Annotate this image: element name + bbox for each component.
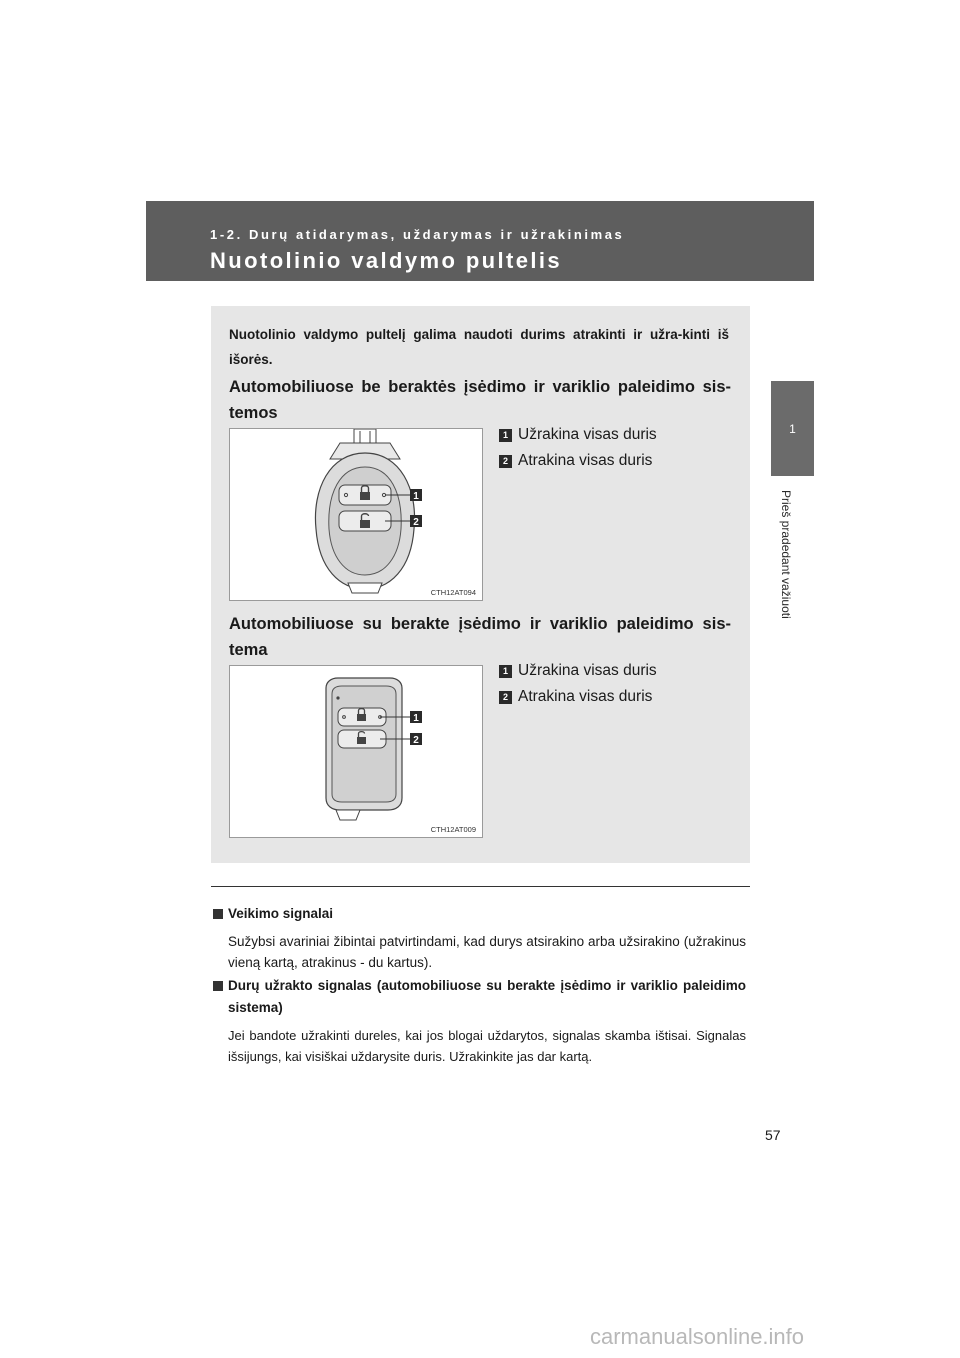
- section-title-1: Automobiliuose be beraktės įsėdimo ir variklio paleidimo sis-temos: [229, 378, 731, 422]
- square-bullet-icon: [213, 981, 223, 991]
- square-bullet-icon: [213, 909, 223, 919]
- legend-item: [499, 684, 657, 710]
- number-badge: 2: [499, 455, 512, 468]
- key-figure-1: [229, 428, 483, 601]
- svg-text:1: 1: [413, 491, 419, 502]
- legend-item: [499, 448, 657, 474]
- figure-code-2: CTH12AT009: [430, 825, 476, 834]
- note-heading: [211, 903, 746, 925]
- legend-text: Atrakina visas duris: [518, 688, 653, 705]
- svg-text:2: 2: [413, 735, 419, 746]
- page-number: 57: [765, 1127, 781, 1143]
- key-fob-illustration-2: [230, 666, 484, 839]
- info-panel: [211, 306, 750, 863]
- note-body: Sužybsi avariniai žibintai patvirtindami, kad durys atsirakino arba užsirakino (užrakinus vieną kartą, atrakinus - du kartus).: [228, 934, 746, 970]
- key-fob-illustration-1: [230, 429, 484, 602]
- number-badge: 1: [499, 429, 512, 442]
- note-heading: [211, 975, 746, 1019]
- legend-text: Atrakina visas duris: [518, 452, 653, 469]
- legend-item: [499, 658, 657, 684]
- section-title-2: Automobiliuose su berakte įsėdimo ir variklio paleidimo sis-tema: [229, 615, 731, 659]
- note-1: [211, 903, 746, 973]
- chapter-number: 1: [789, 421, 796, 436]
- intro-text: Nuotolinio valdymo pultelį galima naudoti durims atrakinti ir užra-kinti iš išorės.: [229, 327, 729, 367]
- legend-text: Užrakina visas duris: [518, 662, 657, 679]
- legend-1: [499, 422, 657, 474]
- note-body: Jei bandote užrakinti dureles, kai jos blogai uždarytos, signalas skamba ištisai. Signalas išsijungs, kai visiškai uždarysite duris. Užrakinkite jas dar kartą.: [228, 1028, 746, 1064]
- svg-text:1: 1: [413, 713, 419, 724]
- svg-text:2: 2: [413, 517, 419, 528]
- figure-code-1: CTH12AT094: [430, 588, 476, 597]
- legend-item: [499, 422, 657, 448]
- key-figure-2: [229, 665, 483, 838]
- number-badge: 1: [499, 665, 512, 678]
- note-2: [211, 975, 746, 1067]
- legend-2: [499, 658, 657, 710]
- note-heading-text: Durų užrakto signalas (automobiliuose su berakte įsėdimo ir variklio paleidimo sistema): [228, 978, 746, 1015]
- section-header: [146, 201, 814, 281]
- chapter-label: Prieš pradedant važiuoti: [779, 490, 793, 619]
- watermark: carmanualsonline.info: [590, 1324, 805, 1349]
- chapter-tab: [771, 381, 814, 476]
- section-subtitle: 1-2. Durų atidarymas, uždarymas ir užrakinimas: [210, 227, 625, 242]
- number-badge: 2: [499, 691, 512, 704]
- note-heading-text: Veikimo signalai: [228, 906, 334, 921]
- page-title: Nuotolinio valdymo pultelis: [210, 248, 563, 273]
- legend-text: Užrakina visas duris: [518, 426, 657, 443]
- divider: [211, 886, 750, 887]
